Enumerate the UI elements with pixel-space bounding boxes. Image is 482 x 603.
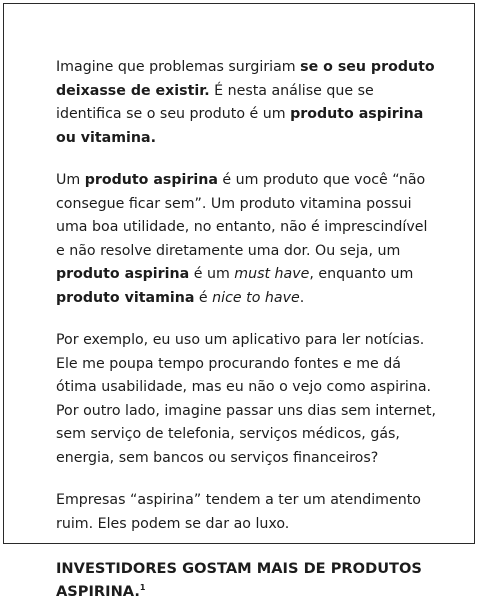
- footnote-marker: 1: [139, 583, 146, 593]
- p1-text-a: Imagine que problemas surgiriam: [56, 59, 301, 75]
- paragraph-2: [56, 169, 440, 310]
- p2-text-e: é um: [189, 266, 235, 282]
- page-frame: [3, 3, 475, 600]
- p2-italic-j: nice to have: [212, 289, 300, 306]
- document-body: [56, 56, 440, 603]
- paragraph-1: [56, 56, 440, 150]
- p2-text-c: é um produto que você “não consegue ficar sem”. Um produto vitamina possui uma boa utilidade, no entanto, não é imprescindível e não resolve diretamente uma dor. Ou seja, um: [56, 172, 428, 259]
- heading-text: INVESTIDORES GOSTAM MAIS DE PRODUTOS ASPIRINA.: [56, 560, 422, 600]
- p1-bold-b: se o seu produto deixasse de existir.: [56, 59, 435, 99]
- paragraph-3: Por exemplo, eu uso um aplicativo para ler notícias. Ele me poupa tempo procurando fontes e me dá ótima usabilidade, mas eu não o vejo como aspirina. Por outro lado, imagine passar uns dias sem internet, sem serviço de telefonia, serviços médicos, gás, energia, sem bancos ou serviços financeiros?: [56, 332, 436, 466]
- p2-bold-d: produto aspirina: [56, 266, 190, 282]
- p2-italic-f: must have: [234, 266, 310, 282]
- p2-bold-h: produto vitamina: [56, 289, 195, 306]
- p2-bold-b: produto aspirina: [84, 172, 218, 188]
- p2-text-i: é: [194, 289, 213, 306]
- paragraph-4: Empresas “aspirina” tendem a ter um atendimento ruim. Eles podem se dar ao luxo.: [56, 492, 421, 532]
- p2-text-k: .: [299, 289, 305, 306]
- p1-bold-d: produto aspirina ou vitamina.: [56, 106, 424, 146]
- section-heading: [56, 557, 440, 603]
- p2-text-a: Um: [56, 172, 85, 188]
- p1-text-c: É nesta análise que se identifica se o seu produto é um: [56, 82, 374, 122]
- p2-text-g: , enquanto um: [309, 266, 414, 282]
